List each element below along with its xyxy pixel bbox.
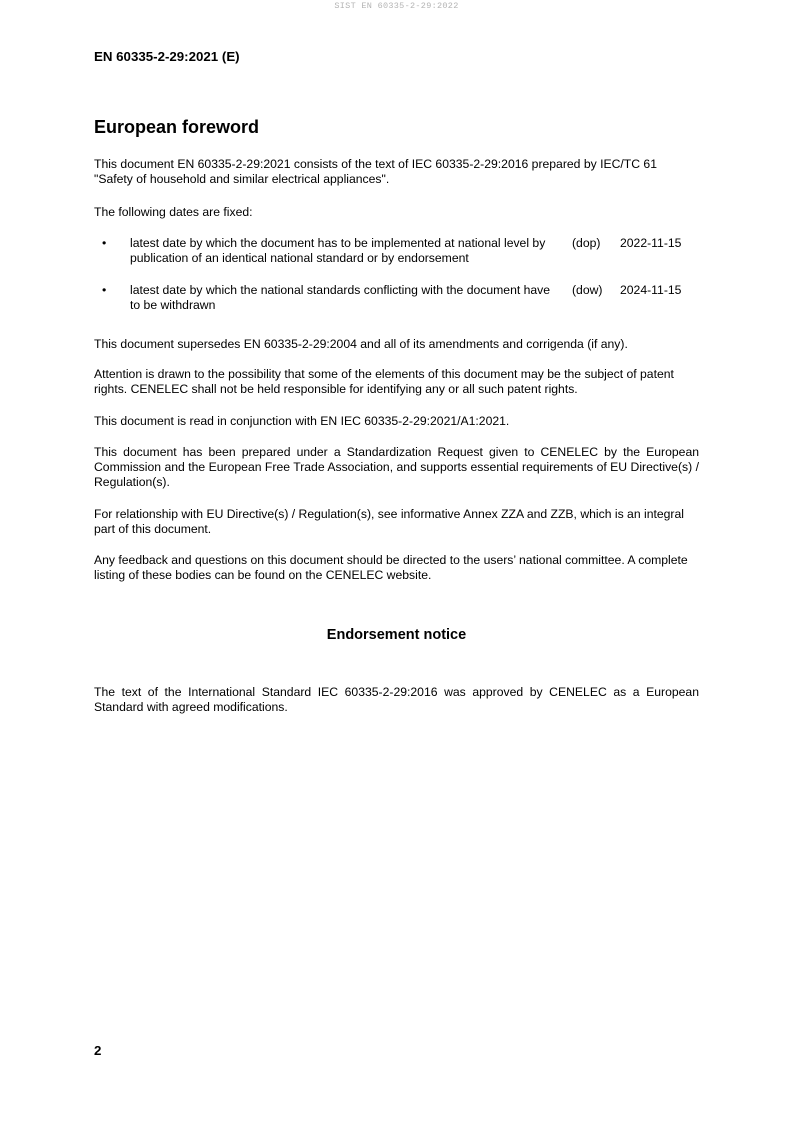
document-id-header: EN 60335-2-29:2021 (E) <box>94 49 240 64</box>
foreword-title: European foreword <box>94 117 260 137</box>
watermark: SIST EN 60335-2-29:2022 <box>334 1 459 11</box>
supersedes-paragraph: This document supersedes EN 60335-2-29:2004 and all of its amendments and corrigenda (if any). <box>94 337 628 351</box>
date-value: 2022-11-15 <box>620 236 682 250</box>
feedback-paragraph: Any feedback and questions on this document should be directed to the users’ national committee. A complete listing of these bodies can be found on the CENELEC website. <box>94 553 688 582</box>
date-abbreviation: (dow) <box>572 283 603 297</box>
date-description: latest date by which the document has to be implemented at national level by publication of an identical national standard or by endorsement <box>130 236 546 265</box>
bullet-marker: • <box>102 283 107 297</box>
foreword-intro-paragraph: This document EN 60335-2-29:2021 consists of the text of IEC 60335-2-29:2016 prepared by IEC/TC 61 "Safety of household and similar electrical appliances". <box>94 157 657 186</box>
bullet-marker: • <box>102 236 107 250</box>
date-abbreviation: (dop) <box>572 236 601 250</box>
page-number: 2 <box>94 1043 102 1058</box>
conjunction-paragraph: This document is read in conjunction with EN IEC 60335-2-29:2021/A1:2021. <box>94 414 510 428</box>
relationship-paragraph: For relationship with EU Directive(s) / Regulation(s), see informative Annex ZZA and ZZB, which is an integral part of this document. <box>94 507 684 536</box>
date-description: latest date by which the national standards conflicting with the document have to be withdrawn <box>130 283 551 312</box>
dates-intro-paragraph: The following dates are fixed: <box>94 205 253 219</box>
endorsement-title: Endorsement notice <box>326 627 467 643</box>
patent-notice-paragraph: Attention is drawn to the possibility that some of the elements of this document may be the subject of patent rights. CENELEC shall not be held responsible for identifying any or all such patent rights. <box>94 367 674 396</box>
endorsement-paragraph: The text of the International Standard IEC 60335-2-29:2016 was approved by CENELEC as a European Standard with agreed modifications. <box>94 685 699 714</box>
date-value: 2024-11-15 <box>620 283 682 297</box>
standardization-request-paragraph: This document has been prepared under a Standardization Request given to CENELEC by the European Commission and the European Free Trade Association, and supports essential requirements of EU Directive(s) / Regulation(s). <box>94 445 699 489</box>
